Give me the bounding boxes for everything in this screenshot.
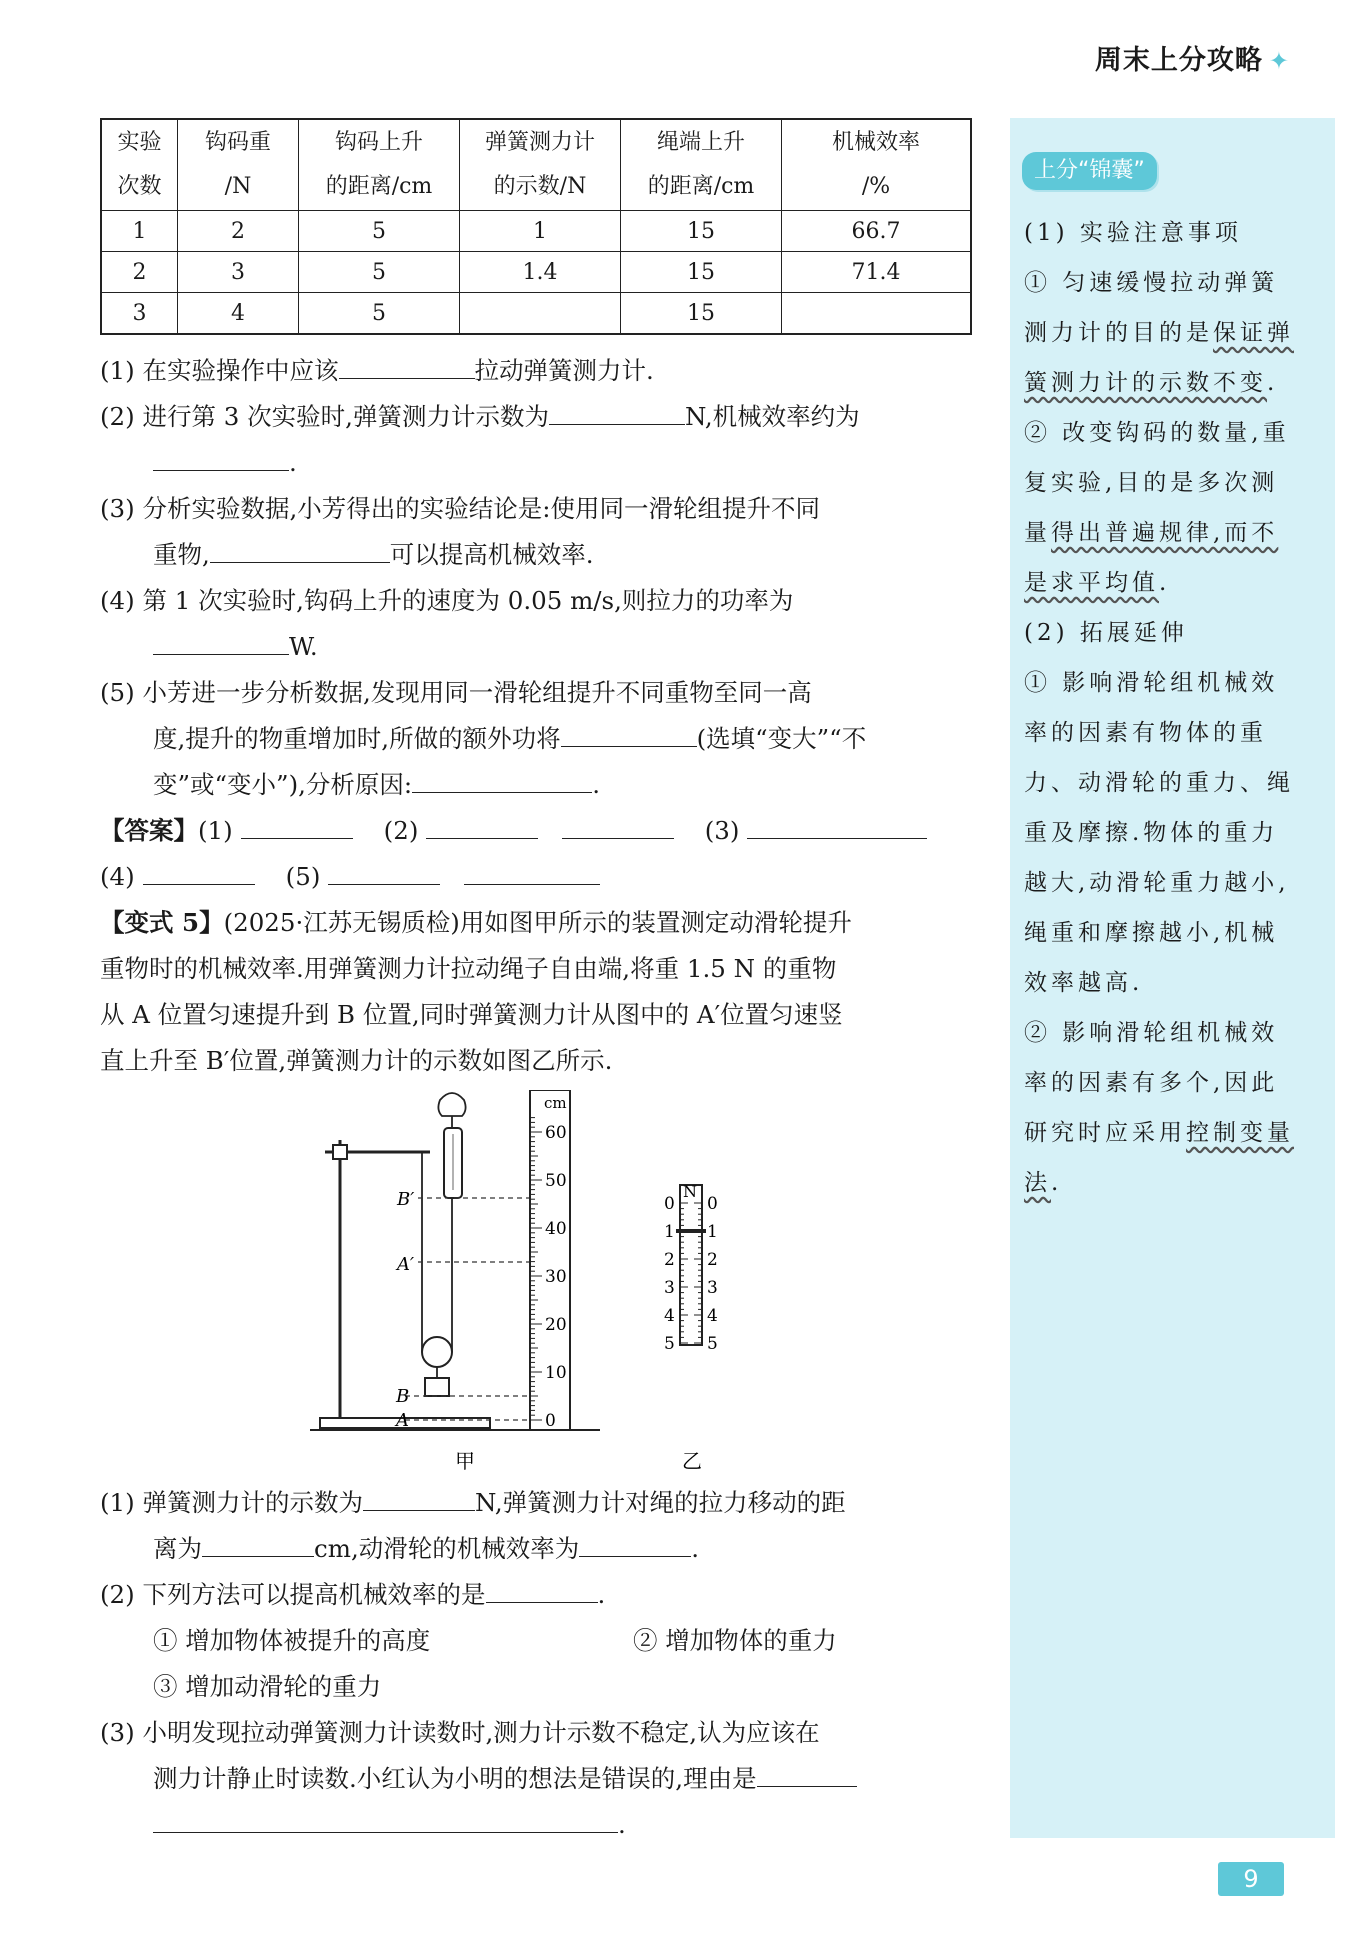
table-row [101,211,971,252]
ruler-tick-label: 10 [545,1363,567,1383]
table-header-cell: 钩码重 /N [178,119,299,211]
table-cell: 5 [299,252,460,293]
answer-blank[interactable] [328,856,440,885]
pulley [422,1337,452,1367]
tip-heading-2: (2) 拓展延伸 [1024,620,1188,646]
gauge-tick-label-left: 3 [664,1278,675,1298]
question-group-1 [100,348,990,1084]
ruler-tick-label: 60 [545,1123,567,1143]
answer-blank[interactable] [363,1482,475,1511]
question-2-1: (1) 弹簧测力计的示数为 N,弹簧测力计对绳的拉力移动的距 [100,1480,990,1526]
table-header-row [101,119,971,211]
ruler-tick-label: 20 [545,1315,567,1335]
variant-5-line-3: 从 A 位置匀速提升到 B 位置,同时弹簧测力计从图中的 A′位置匀速竖 [100,1000,843,1029]
tips-body [1024,208,1294,1208]
variant-5-line-2: 重物时的机械效率.用弹簧测力计拉动绳子自由端,将重 1.5 N 的重物 [100,954,837,983]
table-cell: 15 [621,211,782,252]
table-cell: 5 [299,293,460,335]
answer-blank[interactable] [153,626,289,655]
gauge-tick-label-left: 1 [664,1222,675,1242]
gauge-tick-label-left: 2 [664,1250,675,1270]
table-cell: 2 [178,211,299,252]
answer-blank[interactable] [426,810,538,839]
table-cell: 1 [101,211,178,252]
label-a-prime: A′ [397,1254,415,1275]
option-2[interactable]: ② 增加物体的重力 [633,1626,837,1655]
answer-blank[interactable] [153,442,289,471]
answer-blank[interactable] [561,718,697,747]
hand-icon [438,1093,465,1116]
gauge-pointer [676,1229,706,1233]
table-header-cell: 钩码上升 的距离/cm [299,119,460,211]
label-b-prime: B′ [397,1189,415,1210]
tip-item-3: ① 影响滑轮组机械效率的因素有物体的重力、动滑轮的重力、绳重及摩擦.物体的重力越大,动滑轮重力越小,绳重和摩擦越小,机械效率越高. [1024,670,1294,996]
table-header-cell: 机械效率 /% [782,119,972,211]
answer-blank[interactable] [143,856,255,885]
answer-line-2: (4) (5) [100,854,990,900]
ruler-unit: cm [544,1094,567,1112]
page-header-title: 周末上分攻略 ✦ [1094,45,1290,76]
question-group-2 [100,1480,990,1848]
question-2-3-cont: 测力计静止时读数.小红认为小明的想法是错误的,理由是 [100,1756,990,1802]
page-number: 9 [1218,1862,1284,1896]
table-header-cell: 绳端上升 的距离/cm [621,119,782,211]
table-row [101,293,971,335]
question-1-2-cont: . [100,440,990,486]
table-header-cell: 实验 次数 [101,119,178,211]
table-cell: 4 [178,293,299,335]
stand-clamp [333,1145,347,1159]
question-1-5-cont: 度,提升的物重增加时,所做的额外功将 (选填“变大”“不 [100,716,990,762]
gauge-tick-label-right: 2 [707,1250,718,1270]
table-cell: 71.4 [782,252,972,293]
weight-block [425,1378,449,1396]
table-cell [782,293,972,335]
question-2-2-options-2 [100,1664,990,1710]
question-2-3-cont2: . [100,1802,990,1848]
answer-blank[interactable] [562,810,674,839]
table-cell: 66.7 [782,211,972,252]
question-2-1-cont: 离为 cm,动滑轮的机械效率为 . [100,1526,990,1572]
option-3[interactable]: ③ 增加动滑轮的重力 [153,1672,382,1701]
gauge-tick-label-left: 0 [664,1194,675,1214]
table-cell: 3 [101,293,178,335]
star-icon: ✦ [1268,47,1290,75]
answer-blank[interactable] [412,764,592,793]
question-2-2: (2) 下列方法可以提高机械效率的是 . [100,1572,990,1618]
answer-blank[interactable] [210,534,390,563]
answer-blank[interactable] [202,1528,314,1557]
question-1-3: (3) 分析实验数据,小芳得出的实验结论是:使用同一滑轮组提升不同 [100,494,821,523]
tip-item-4: ② 影响滑轮组机械效率的因素有多个,因此研究时应采用控制变量法. [1024,1020,1294,1196]
answer-blank[interactable] [241,810,353,839]
table-cell: 5 [299,211,460,252]
tips-sidebar [1010,118,1335,1838]
table-cell: 2 [101,252,178,293]
question-1-2: (2) 进行第 3 次实验时,弹簧测力计示数为 N,机械效率约为 [100,394,990,440]
ruler-tick-label: 40 [545,1219,567,1239]
gauge-unit: N [683,1182,697,1201]
question-1-5: (5) 小芳进一步分析数据,发现用同一滑轮组提升不同重物至同一高 [100,678,812,707]
tip-item-1: ① 匀速缓慢拉动弹簧测力计的目的是保证弹簧测力计的示数不变. [1024,270,1294,396]
ruler-tick-label: 0 [545,1411,556,1431]
answer-blank[interactable] [579,1528,691,1557]
answer-blank[interactable] [747,810,927,839]
experiment-table [100,118,972,335]
ruler-tick-label: 30 [545,1267,567,1287]
table-cell: 15 [621,252,782,293]
answer-blank[interactable] [153,1804,618,1833]
gauge-tick-label-right: 1 [707,1222,718,1242]
label-b: B [396,1386,410,1407]
question-2-3: (3) 小明发现拉动弹簧测力计读数时,测力计示数不稳定,认为应该在 [100,1718,820,1747]
answer-blank[interactable] [549,396,685,425]
table-cell: 3 [178,252,299,293]
question-1-3-cont: 重物, 可以提高机械效率. [100,532,990,578]
gauge-tick-label-right: 0 [707,1194,718,1214]
option-1[interactable]: ① 增加物体被提升的高度 [153,1626,431,1655]
answer-blank[interactable] [464,856,600,885]
table-cell: 15 [621,293,782,335]
gauge-figure [664,1182,718,1354]
question-1-4-cont: W. [100,624,990,670]
gauge-tick-label-right: 3 [707,1278,718,1298]
gauge-tick-label-right: 5 [707,1334,718,1354]
answer-blank[interactable] [757,1758,857,1787]
answer-line-1: 【答案】(1) (2) (3) [100,808,990,854]
ruler-tick-label: 50 [545,1171,567,1191]
table-row [101,252,971,293]
question-1-1: (1) 在实验操作中应该 拉动弹簧测力计. [100,348,990,394]
tip-heading-1: (1) 实验注意事项 [1024,220,1242,246]
answer-blank[interactable] [486,1574,598,1603]
variant-5-line-1: 【变式 5】(2025·江苏无锡质检)用如图甲所示的装置测定动滑轮提升 [100,908,852,937]
question-1-5-cont2: 变”或“变小”),分析原因: . [100,762,990,808]
question-2-2-options [100,1618,990,1664]
table-cell [460,293,621,335]
tip-item-2: ② 改变钩码的数量,重复实验,目的是多次测量得出普遍规律,而不是求平均值. [1024,420,1290,596]
apparatus-figure [300,1090,830,1470]
tips-tag: 上分“锦囊” [1022,152,1157,190]
variant-5-line-4: 直上升至 B′位置,弹簧测力计的示数如图乙所示. [100,1046,613,1075]
table-cell: 1.4 [460,252,621,293]
label-a: A [396,1410,409,1431]
answer-blank[interactable] [339,350,475,379]
question-1-4: (4) 第 1 次实验时,钩码上升的速度为 0.05 m/s,则拉力的功率为 [100,586,794,615]
gauge-tick-label-left: 4 [664,1306,675,1326]
gauge-tick-label-right: 4 [707,1306,718,1326]
table-cell: 1 [460,211,621,252]
caption-yi: 乙 [682,1449,702,1470]
caption-jia: 甲 [455,1449,475,1470]
gauge-tick-label-left: 5 [664,1334,675,1354]
table-header-cell: 弹簧测力计 的示数/N [460,119,621,211]
